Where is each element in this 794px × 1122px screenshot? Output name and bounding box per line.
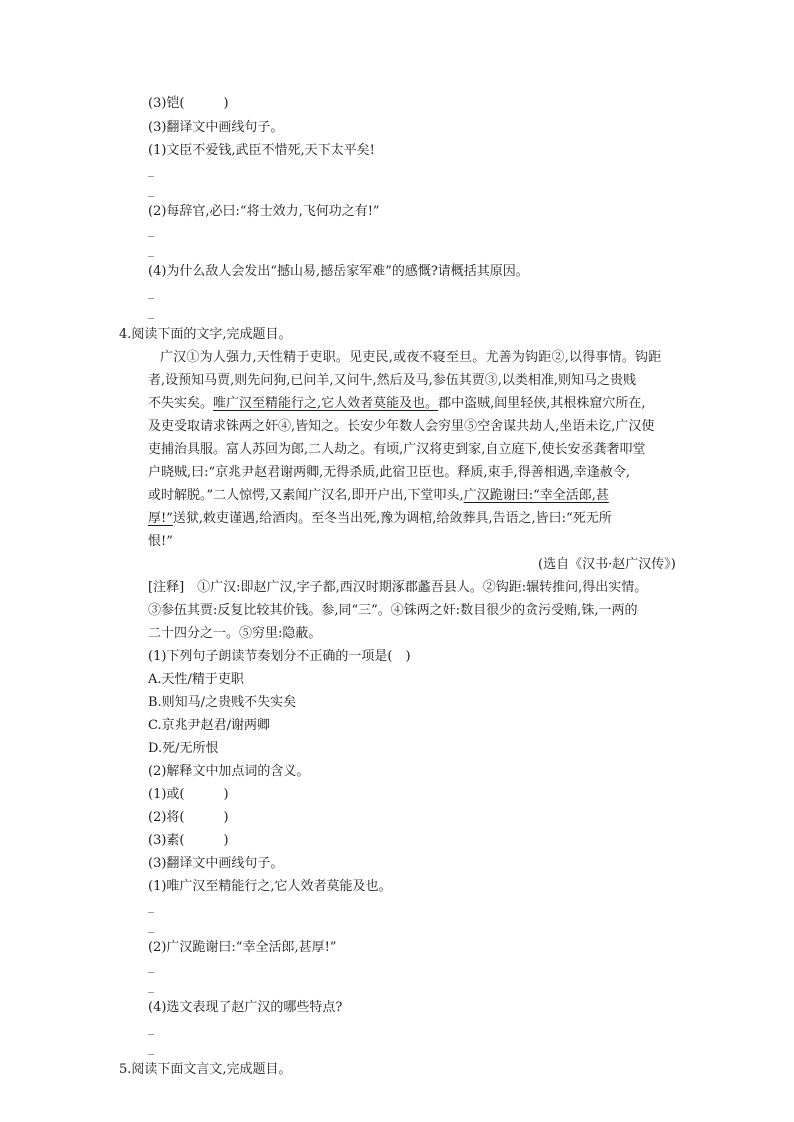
notes-line: [注释] ①广汉:即赵广汉,字子都,西汉时期涿郡蠡吾县人。②钩距:辗转推问,得出实情。	[148, 580, 648, 595]
passage-text: 或时解脱。”二人惊愕,又素闻广汉名,即开户出,下堂叩头,	[148, 488, 464, 503]
underlined-sentence-2-end: 厚!”	[148, 511, 173, 526]
translate-sentence-1: (1)唯广汉至精能行之,它人效者莫能及也。	[148, 879, 392, 894]
passage-text: 郡中盗贼,闾里轻侠,其根株窟穴所在,	[438, 396, 646, 411]
answer-line[interactable]	[148, 196, 154, 197]
passage-line: 恨!”	[148, 534, 173, 549]
answer-line[interactable]	[148, 1054, 154, 1055]
word-item: (3)素( )	[148, 833, 229, 848]
translate-sentence-2: (2)每辞官,必曰:“将士效力,飞何功之有!”	[148, 204, 380, 219]
answer-line[interactable]	[148, 176, 154, 177]
answer-line[interactable]	[148, 972, 154, 973]
passage-line: 户晓贼,曰:“京兆尹赵君谢两卿,无得杀质,此宿卫臣也。释质,束手,得善相遇,幸逢赦令,	[148, 465, 630, 480]
word-item-3: (3)铠( )	[148, 96, 229, 111]
underlined-sentence-2: 广汉跪谢曰:“幸全活郎,甚	[463, 488, 609, 503]
passage-line: 广汉①为人强力,天性精于吏职。见吏民,或夜不寝至旦。尤善为钩距②,以得事情。钩距	[160, 350, 662, 365]
word-item: (2)将( )	[148, 810, 229, 825]
answer-line[interactable]	[148, 256, 154, 257]
option-d[interactable]: D.死/无所恨	[148, 741, 219, 756]
sub-question-1: (1)下列句子朗读节奏划分不正确的一项是( )	[148, 649, 411, 664]
word-item: (1)或( )	[148, 787, 229, 802]
passage-source: (选自《汉书·赵广汉传》)	[538, 557, 676, 572]
option-c[interactable]: C.京兆尹赵君/谢两卿	[148, 718, 270, 733]
answer-line[interactable]	[148, 236, 154, 237]
notes-line: ③参伍其贾:反复比较其价钱。参,同“三”。④铢两之奸:数目很少的贪污受贿,铢,一两的	[148, 603, 638, 618]
translate-sentence-1: (1)文臣不爱钱,武臣不惜死,天下太平矣!	[148, 143, 375, 158]
sub-question-4: (4)选文表现了赵广汉的哪些特点?	[148, 1000, 343, 1015]
option-a[interactable]: A.天性/精于吏职	[148, 672, 244, 687]
translate-sentence-2: (2)广汉跪谢曰:“幸全活郎,甚厚!”	[148, 940, 337, 955]
question-4-part3: (4)为什么敌人会发出“撼山易,撼岳家军难”的感慨?请概括其原因。	[148, 264, 529, 279]
passage-line: 吏捕治具服。富人苏回为郎,二人劫之。有顷,广汉将吏到家,自立庭下,使长安丞龚奢叩堂	[148, 442, 646, 457]
sub-question-2: (2)解释文中加点词的含义。	[148, 764, 310, 779]
notes-line: 二十四分之一。⑤穷里:隐蔽。	[148, 626, 322, 641]
question-5-heading: 5.阅读下面文言文,完成题目。	[119, 1062, 292, 1077]
passage-line	[148, 511, 612, 527]
underlined-sentence-1: 唯广汉至精能行之,它人效者莫能及也。	[213, 396, 439, 411]
question-4-heading: 4.阅读下面的文字,完成题目。	[119, 327, 292, 342]
answer-line[interactable]	[148, 932, 154, 933]
answer-line[interactable]	[148, 1034, 154, 1035]
answer-line[interactable]	[148, 912, 154, 913]
answer-line[interactable]	[148, 318, 154, 319]
answer-line[interactable]	[148, 992, 154, 993]
passage-line	[148, 396, 646, 412]
passage-line: 者,设预知马贾,则先问狗,已问羊,又问牛,然后及马,参伍其贾③,以类相准,则知马之贵贱	[148, 373, 637, 388]
passage-text: 不失实矣。	[148, 396, 214, 411]
sub-question-3: (3)翻译文中画线句子。	[148, 856, 284, 871]
answer-line[interactable]	[148, 298, 154, 299]
passage-text: 送狱,敕吏谨遇,给酒肉。至冬当出死,豫为调棺,给敛葬具,告语之,皆曰:“死无所	[172, 511, 612, 526]
passage-line: 及吏受取请求铢两之奸④,皆知之。长安少年数人会穷里⑤空舍谋共劫人,坐语未讫,广汉使	[148, 419, 655, 434]
translate-heading: (3)翻译文中画线句子。	[148, 120, 284, 135]
option-b[interactable]: B.则知马/之贵贱不失实矣	[148, 695, 297, 710]
passage-line	[148, 488, 609, 504]
